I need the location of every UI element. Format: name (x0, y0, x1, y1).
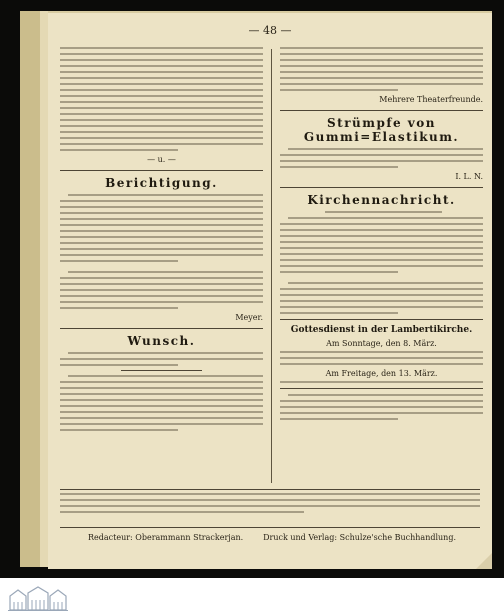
section-divider (280, 388, 483, 389)
date-freitag: Am Freitage, den 13. März. (325, 369, 438, 378)
wunsch-body (60, 352, 263, 431)
editor-line: Redacteur: Oberammann Strackerjan. (88, 533, 244, 542)
article-continuation (60, 47, 263, 151)
date-sonntag: Am Sonntage, den 8. März. (326, 339, 437, 348)
berichtigung-signature: Meyer. (235, 313, 263, 322)
section-divider (280, 110, 483, 111)
section-title-berichtigung: Berichtigung. (105, 176, 218, 190)
struempfe-signature: I. L. N. (455, 172, 483, 181)
previous-page-edge (20, 11, 41, 567)
kirchen-body (280, 211, 483, 314)
section-title-gottesdienst: Gottesdienst in der Lambertikirche. (290, 325, 473, 335)
section-title-kirchennachricht: Kirchennachricht. (307, 193, 456, 207)
column-rule (271, 49, 272, 483)
section-divider (280, 319, 483, 320)
berichtigung-body (60, 194, 263, 309)
sonntag-services (280, 351, 483, 365)
notice-rule (60, 489, 480, 490)
article-continuation (280, 47, 483, 91)
struempfe-body (280, 148, 483, 168)
notice-rule (60, 527, 480, 528)
section-title-struempfe: Strümpfe von Gummi=Elastikum. (303, 116, 460, 144)
imprint-footer (60, 533, 480, 547)
closing-mark: — u. — (147, 155, 176, 164)
page-number: — 48 — (248, 24, 292, 37)
printer-line: Druck und Verlag: Schulze'sche Buchhandlung. (263, 533, 456, 542)
newspaper-page (48, 11, 492, 569)
left-column (60, 47, 263, 435)
section-title-wunsch: Wunsch. (127, 334, 196, 348)
notice-body (280, 394, 483, 420)
section-divider (280, 187, 483, 188)
right-column (280, 47, 483, 424)
section-divider (60, 170, 263, 171)
section-divider (60, 328, 263, 329)
page-corner (476, 553, 492, 569)
library-logo-icon (6, 584, 70, 612)
signature: Mehrere Theaterfreunde. (379, 95, 483, 104)
freitag-services (280, 381, 483, 383)
subscription-notice (60, 493, 480, 517)
